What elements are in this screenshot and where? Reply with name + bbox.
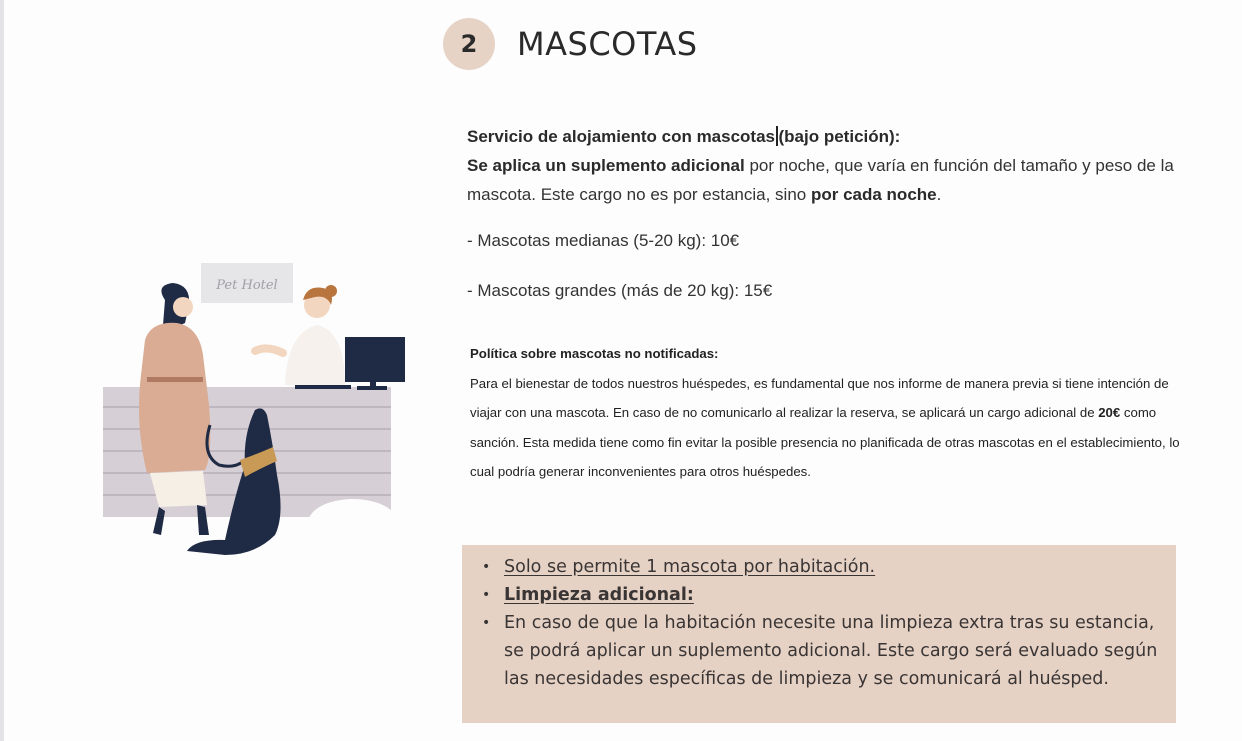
pet-notes-list bbox=[480, 553, 1160, 693]
bullet-icon: • bbox=[482, 559, 491, 575]
note-extra-cleaning-title: • Limpieza adicional: bbox=[480, 581, 1160, 609]
pet-service-heading: Servicio de alojamiento con mascotas (bajo petición): bbox=[467, 127, 901, 146]
section-header bbox=[443, 18, 698, 70]
pet-hotel-illustration bbox=[95, 255, 415, 560]
bullet-icon: • bbox=[482, 587, 491, 603]
policy-fee: 20€ bbox=[1098, 405, 1121, 420]
unnotified-pets-policy bbox=[470, 339, 1190, 487]
policy-text: Para el bienestar de todos nuestros huéspedes, es fundamental que nos informe de manera previa si tiene intención de viajar con una mascota. En caso de no comunicarlo al realizar la reserva, se aplicará un cargo adicional de 20€ como sanción. Esta medida tiene como fin evitar la posible presencia no planificada de otras mascotas en el establecimiento, lo cual podría generar inconvenientes para otros huéspedes. bbox=[470, 375, 1180, 479]
supplement-paragraph: Se aplica un suplemento adicional por noche, que varía en función del tamaño y peso de la mascota. Este cargo no es por estancia, sino por cada noche. bbox=[467, 156, 1174, 204]
policy-title: Política sobre mascotas no notificadas: bbox=[470, 346, 719, 361]
pet-notes-box bbox=[462, 545, 1176, 723]
bullet-icon: • bbox=[482, 615, 491, 631]
price-large-pets: - Mascotas grandes (más de 20 kg): 15€ bbox=[467, 281, 773, 300]
pet-hotel-sign bbox=[201, 263, 293, 303]
page-left-border bbox=[0, 0, 4, 741]
note-one-pet-per-room: • Solo se permite 1 mascota por habitación. bbox=[480, 553, 1160, 581]
section-number-badge bbox=[443, 18, 495, 70]
note-extra-cleaning-text: • En caso de que la habitación necesite una limpieza extra tras su estancia, se podrá aplicar un suplemento adicional. Este cargo será evaluado según las necesidades específicas de limpieza y se comunicará al huésped. bbox=[480, 609, 1160, 693]
price-medium-pets: - Mascotas medianas (5-20 kg): 10€ bbox=[467, 231, 740, 250]
section-title: MASCOTAS bbox=[517, 25, 698, 63]
text-cursor bbox=[776, 126, 778, 146]
sign-text: Pet Hotel bbox=[216, 278, 278, 293]
section-number: 2 bbox=[460, 30, 478, 58]
pet-service-intro bbox=[467, 122, 1187, 209]
